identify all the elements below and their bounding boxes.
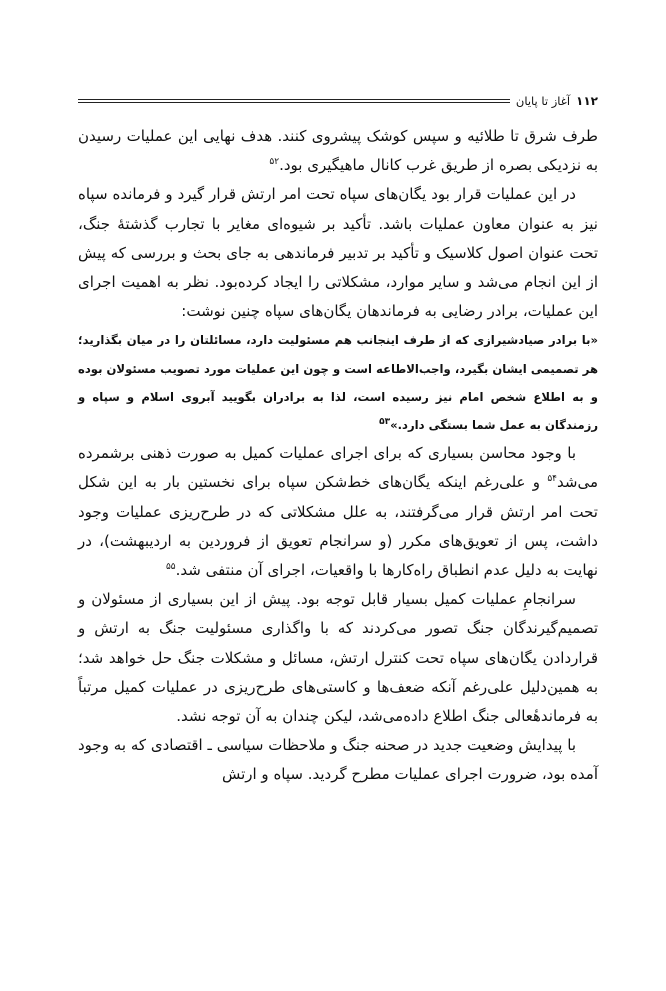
paragraph-5: با پیدایش وضعیت جدید در صحنه جنگ و ملاحظات سیاسی ـ اقتصادی که به وجود آمده بود، ضرورت اجرای عملیات مطرح گردید. سپاه و ارتش [78, 736, 598, 784]
footnote-ref: ۵۳ [379, 417, 391, 428]
paragraph-3: با وجود محاسن بسیاری که برای اجرای عملیات کمیل به صورت ذهنی برشمرده می‌شد$^{۵۴}$ و علی‌رغم اینکه یگان‌های خط‌شکن سپاه برای نخستین بار به این شکل تحت امر ارتش قرار می‌گرفتند، به علل مشکلاتی که در طرح‌ریزی عملیات وجود داشت، پس از تعویق‌های مکرر (و سرانجام تعویق از فروردین به اردیبهشت)، در نهایت به دلیل عدم انطباق راه‌کارها با واقعیات، اجرای آن منتفی شد.$^{۵۵}$ [78, 444, 598, 580]
paragraph-1: طرف شرق تا طلائیه و سپس کوشک پیشروی کنند. هدف نهایی این عملیات رسیدن به نزدیکی بصره از طریق غرب کانال ماهیگیری بود.$^{۵۲}$ [78, 127, 598, 175]
running-title: آغاز تا پایان [515, 94, 571, 108]
footnote-ref: ۵۵ [165, 562, 176, 573]
header-rule [78, 99, 510, 103]
body-text [78, 122, 598, 790]
header-rule-line-bottom [78, 102, 510, 103]
paragraph-2: در این عملیات قرار بود یگان‌های سپاه تحت امر ارتش قرار گیرد و فرمانده سپاه نیز به عنوان معاون عملیات باشد. تأکید بر شیوه‌ای مغایر با تجارب گذشتهٔ جنگ، تحت عنوان اصول کلاسیک و تأکید بر تدبیر فرماندهی به جای بحث و بررسی که پیش از این انجام می‌شد و سایر موارد، مشکلاتی را ایجاد کرده‌بود. نظر به اهمیت اجرای این عملیات، برادر رضایی به فرماندهان یگان‌های سپاه چنین نوشت: [78, 185, 598, 321]
footnote-ref: ۵۲ [269, 157, 280, 168]
block-quote: «با برادر صیادشیرازی که از طرف اینجانب هم مسئولیت دارد، مسائلتان را در میان بگذارید؛ هر تصمیمی ایشان بگیرد، واجب‌الاطاعه است و چون این عملیات مورد تصویب مسئولان بوده و به اطلاع شخص امام نیز رسیده است، لذا به برادران بگویید آبروی اسلام و سپاه و رزمندگان به عمل شما بستگی دارد.»$^{۵۳}$ [78, 333, 598, 433]
page-header [78, 90, 598, 112]
footnote-ref: ۵۴ [547, 474, 558, 485]
page-number: ۱۱۲ [576, 94, 598, 108]
header-rule-line-top [78, 99, 510, 100]
paragraph-4: سرانجامِ عملیات کمیل بسیار قابل توجه بود. پیش از این بسیاری از مسئولان و تصمیم‌گیرندگان جنگ تصور می‌کردند که با واگذاری مسئولیت جنگ به ارتش و قراردادن یگان‌های سپاه تحت کنترل ارتش، مسائل و مشکلات جنگ حل خواهد شد؛ به همین‌دلیل علی‌رغم آنکه ضعف‌ها و کاستی‌های طرح‌ریزی در عملیات کمیل مرتباً به فرماندهٔعالی جنگ اطلاع داده‌می‌شد، لیکن چندان به آن توجه نشد. [78, 590, 598, 726]
